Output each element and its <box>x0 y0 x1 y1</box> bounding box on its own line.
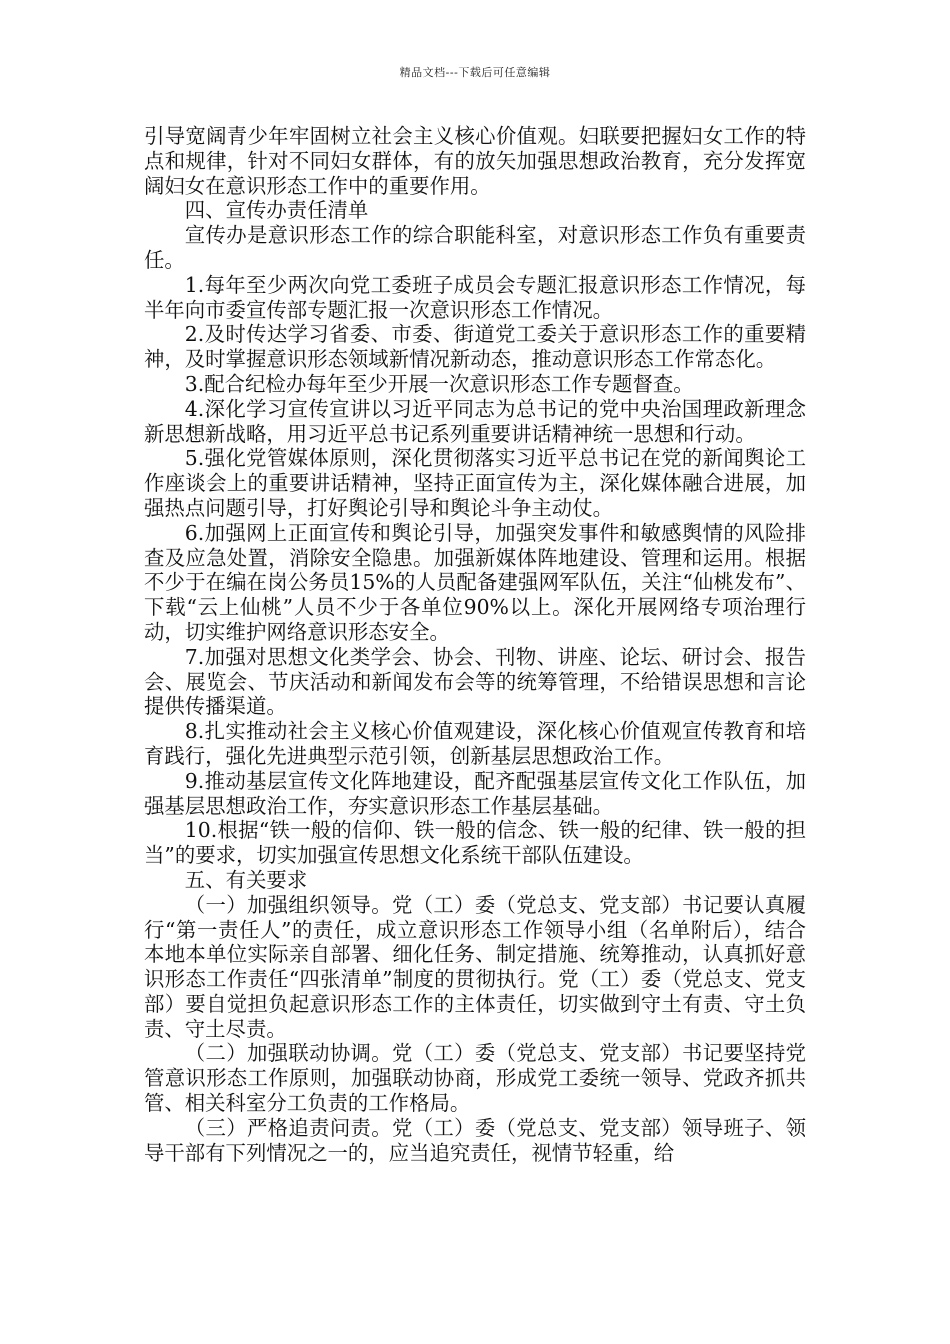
section-heading: 四、宣传办责任清单 <box>184 198 369 223</box>
page-header: 精品文档---下载后可任意编辑 <box>399 66 551 79</box>
list-item: 1.每年至少两次向党工委班子成员会专题汇报意识形态工作情况，每半年向市委宣传部专题汇报一次意识形态工作情况。 <box>144 272 806 322</box>
requirement-item: （三）严格追责问责。党（工）委（党总支、党支部）领导班子、领导干部有下列情况之一的，应当追究责任，视情节轻重，给 <box>144 1115 806 1165</box>
document-body <box>144 124 806 1165</box>
paragraph: 宣传办是意识形态工作的综合职能科室，对意识形态工作负有重要责任。 <box>144 223 806 272</box>
list-item: 8.扎实推动社会主义核心价值观建设，深化核心价值观宣传教育和培育践行，强化先进典型示范引领，创新基层思想政治工作。 <box>144 719 806 768</box>
section-heading: 五、有关要求 <box>184 867 308 892</box>
list-item: 2.及时传达学习省委、市委、街道党工委关于意识形态工作的重要精神，及时掌握意识形态领域新情况新动态，推动意识形态工作常态化。 <box>144 322 806 372</box>
list-item: 7.加强对思想文化类学会、协会、刊物、讲座、论坛、研讨会、报告会、展览会、节庆活动和新闻发布会等的统筹管理，不给错误思想和言论提供传播渠道。 <box>144 644 806 719</box>
list-item: 4.深化学习宣传宣讲以习近平同志为总书记的党中央治国理政新理念新思想新战略，用习近平总书记系列重要讲话精神统一思想和行动。 <box>144 396 806 446</box>
list-item: 5.强化党管媒体原则，深化贯彻落实习近平总书记在党的新闻舆论工作座谈会上的重要讲话精神，坚持正面宣传为主，深化媒体融合进展，加强热点问题引导，打好舆论引导和舆论斗争主动仗。 <box>144 446 806 520</box>
requirement-item: （二）加强联动协调。党（工）委（党总支、党支部）书记要坚持党管意识形态工作原则，加强联动协商，形成党工委统一领导、党政齐抓共管、相关科室分工负责的工作格局。 <box>144 1041 806 1116</box>
list-item: 10.根据“铁一般的信仰、铁一般的信念、铁一般的纪律、铁一般的担当”的要求，切实加强宣传思想文化系统干部队伍建设。 <box>144 818 806 868</box>
list-item: 3.配合纪检办每年至少开展一次意识形态工作专题督查。 <box>184 371 694 396</box>
list-item: 6.加强网上正面宣传和舆论引导，加强突发事件和敏感舆情的风险排查及应急处置，消除安全隐患。加强新媒体阵地建设、管理和运用。根据不少于在编在岗公务员15%的人员配备建强网军队伍，关注“仙桃发布”、下载“云上仙桃”人员不少于各单位90%以上。深化开展网络专项治理行动，切实维护网络意识形态安全。 <box>144 520 806 644</box>
requirement-item: （一）加强组织领导。党（工）委（党总支、党支部）书记要认真履行“第一责任人”的责任，成立意识形态工作领导小组（名单附后），结合本地本单位实际亲自部署、细化任务、制定措施、统筹推动，认真抓好意识形态工作责任“四张清单”制度的贯彻执行。党（工）委（党总支、党支部）要自觉担负起意识形态工作的主体责任，切实做到守土有责、守土负责、守土尽责。 <box>144 892 806 1041</box>
paragraph: 引导宽阔青少年牢固树立社会主义核心价值观。妇联要把握妇女工作的特点和规律，针对不同妇女群体，有的放矢加强思想政治教育，充分发挥宽阔妇女在意识形态工作中的重要作用。 <box>144 124 806 198</box>
list-item: 9.推动基层宣传文化阵地建设，配齐配强基层宣传文化工作队伍，加强基层思想政治工作，夯实意识形态工作基层基础。 <box>144 768 806 818</box>
